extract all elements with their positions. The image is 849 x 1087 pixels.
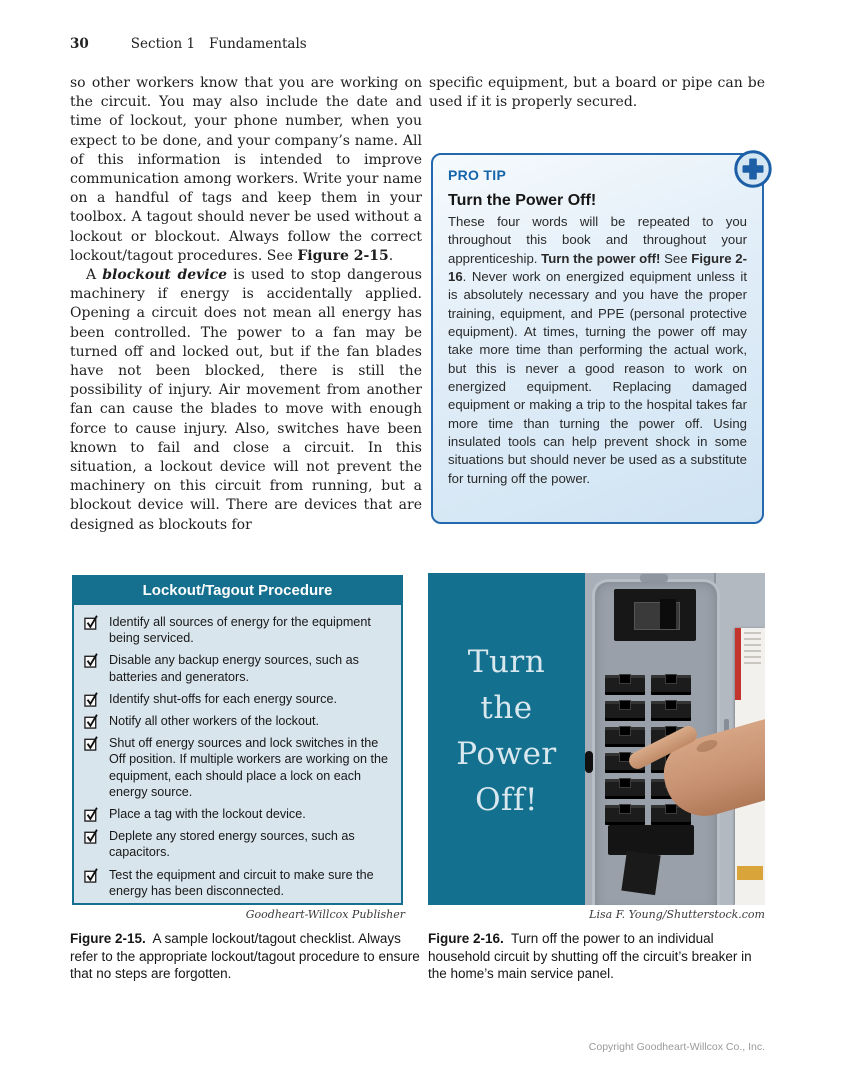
slogan-line: Turn: [467, 644, 546, 680]
panel-top-tab: [640, 574, 668, 582]
checklist-item: [84, 867, 389, 899]
checkbox-checked-icon: [84, 615, 99, 630]
dangling-breaker-piece: [621, 851, 660, 895]
circuit-breaker: [651, 701, 691, 721]
checklist-item: [84, 828, 389, 860]
checklist-item: [84, 713, 389, 729]
bottom-breaker: [608, 825, 694, 855]
figure16-credit: Lisa F. Young/Shutterstock.com: [589, 908, 765, 921]
body-column-right: specific equipment, but a board or pipe can be used if it is properly secured.: [429, 75, 765, 111]
plus-icon: [733, 149, 773, 189]
figure16-caption-text: Turn off the power to an individual household circuit by shutting off the circuit’s breaker in the home’s main service panel.: [428, 931, 752, 982]
pro-tip-box: [431, 153, 764, 524]
pro-tip-body: These four words will be repeated to you throughout this book and throughout your apprenticeship. Turn the power off! See Figure 2-16. Never work on energized equipment unless it is absolutely necessary and you have the proper training, equipment, and PPE (personal protective equipment). At times, turning the power off may take more time than performing the actual work, but this is never a good reason to work on energized equipment. Replacing damaged equipment or making a trip to the hospital takes far more time than turning the power off. Using insulated tools can help prevent shock in some situations but should never be used as a substitute for turning off the power.: [448, 214, 747, 486]
checkbox-checked-icon: [84, 829, 99, 844]
checkbox-checked-icon: [84, 714, 99, 729]
checklist-item-text: Identify all sources of energy for the equipment being serviced.: [109, 615, 371, 646]
checkbox-checked-icon: [84, 692, 99, 707]
circuit-breaker: [605, 727, 645, 747]
checklist-item-text: Shut off energy sources and lock switches in the Off position. If multiple workers are working on the equipment, each should place a lock on each energy source.: [109, 736, 389, 799]
pro-tip-title: Turn the Power Off!: [448, 192, 597, 209]
section-title: Fundamentals: [209, 36, 307, 52]
checklist-item: [84, 652, 389, 684]
checklist-item-text: Identify shut-offs for each energy source.: [109, 691, 337, 706]
main-breaker: [614, 589, 696, 641]
page-number: 30: [70, 36, 89, 52]
checklist-item: [84, 806, 389, 822]
figure15-caption: [70, 930, 422, 983]
slogan-line: Off!: [475, 782, 538, 818]
figure16-caption: [428, 930, 770, 983]
checkbox-checked-icon: [84, 868, 99, 883]
sticker-red-band: [735, 628, 741, 700]
figure15-label: Figure 2-15.: [70, 931, 146, 946]
checkbox-checked-icon: [84, 807, 99, 822]
main-breaker-toggle: [660, 599, 676, 629]
checkbox-checked-icon: [84, 736, 99, 751]
checklist-item-text: Disable any backup energy sources, such as batteries and generators.: [109, 653, 359, 684]
copyright-line: Copyright Goodheart-Willcox Co., Inc.: [588, 1041, 765, 1053]
figure15-credit: Goodheart-Willcox Publisher: [245, 908, 405, 921]
section-label: Section 1: [130, 36, 196, 52]
checklist-item-text: Test the equipment and circuit to make sure the energy has been disconnected.: [109, 867, 374, 898]
circuit-breaker: [605, 805, 645, 825]
checklist-item: [84, 735, 389, 800]
circuit-breaker: [605, 701, 645, 721]
panel-latch: [585, 751, 593, 773]
checklist-item-text: Notify all other workers of the lockout.: [109, 714, 319, 729]
figure15-caption-text: A sample lockout/tagout checklist. Always refer to the appropriate lockout/tagout procedure to ensure that no steps are forgotten.: [70, 931, 420, 982]
lockout-tagout-checklist: [72, 575, 403, 905]
paragraph: so other workers know that you are working on the circuit. You may also include the date and time of lockout, your phone number, when you expect to be done, and your company’s name. All of this information is intended to improve communication among workers. Write your name on a handful of tags and keep them in your toolbox. A tagout should never be used without a lockout or blockout. Always follow the correct lockout/tagout procedures. See Figure 2-15.: [70, 75, 422, 264]
slogan-line: Power: [456, 736, 557, 772]
checkbox-checked-icon: [84, 653, 99, 668]
checklist-item: [84, 691, 389, 707]
paragraph: A blockout device is used to stop dangerous machinery if energy is accidentally applied. Opening a circuit does not mean all energy has been controlled. The power to a fan may be turned off and locked out, but if the fan blades have not been blocked, there is still the possibility of injury. Air movement from another fan can cause the blades to move with enough force to cause injury. Also, switches have been known to fail and close a circuit. In this situation, a lockout device will not prevent the machinery on this circuit from running, but a blockout device will. There are devices that are designed as blockouts for: [70, 267, 422, 533]
checklist-body: [74, 605, 401, 911]
sticker-warning-block: [737, 866, 763, 880]
circuit-breaker: [605, 675, 645, 695]
running-head: [70, 36, 307, 52]
photo-slogan: [428, 639, 585, 823]
figure16-photo: [428, 573, 765, 905]
body-column-left: [70, 74, 422, 535]
checklist-item: [84, 614, 389, 646]
pro-tip-label: PRO TIP: [448, 167, 507, 183]
photo-teal-panel: [428, 573, 585, 905]
checklist-item-text: Place a tag with the lockout device.: [109, 807, 306, 822]
figure16-label: Figure 2-16.: [428, 931, 504, 946]
circuit-breaker: [651, 675, 691, 695]
slogan-line: the: [480, 690, 533, 726]
circuit-breaker: [605, 779, 645, 799]
checklist-item-text: Deplete any stored energy sources, such as capacitors.: [109, 829, 355, 860]
checklist-title: Lockout/Tagout Procedure: [74, 577, 401, 605]
